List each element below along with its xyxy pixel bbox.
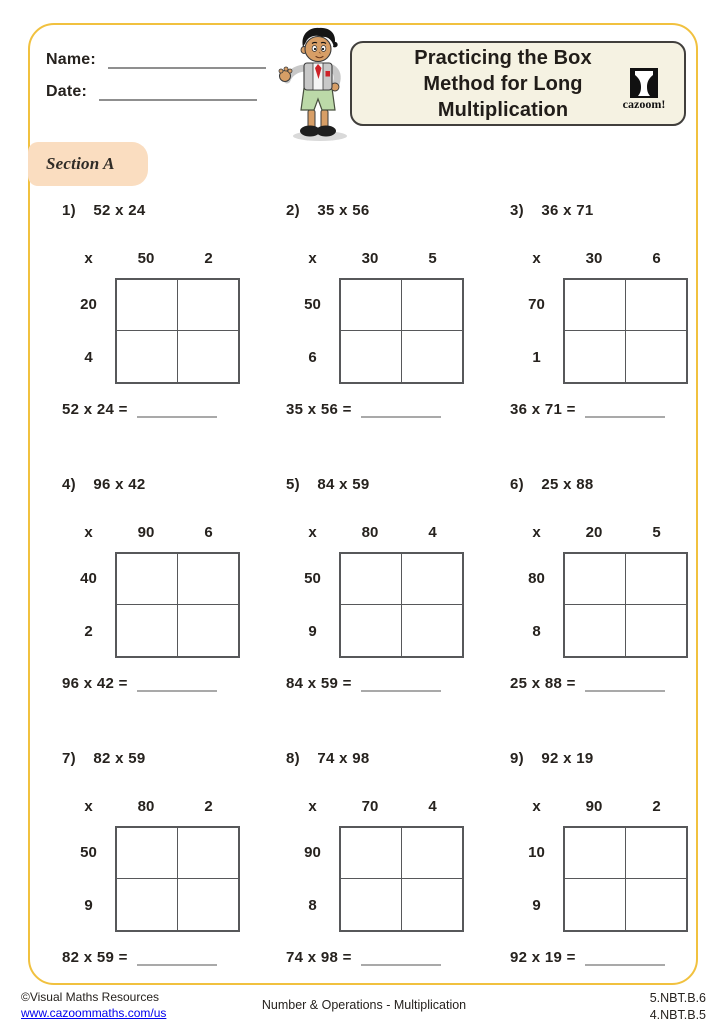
row-header-ones: 2 xyxy=(84,623,93,640)
row-header-tens: 70 xyxy=(528,296,545,313)
answer-blank[interactable] xyxy=(137,403,217,418)
box-cell[interactable] xyxy=(565,605,626,656)
problem-number: 4) xyxy=(62,476,76,493)
box-cell[interactable] xyxy=(117,605,178,656)
row-header-tens: 20 xyxy=(80,296,97,313)
box-cell[interactable] xyxy=(402,331,463,382)
box-method-table xyxy=(510,250,688,384)
box-cell[interactable] xyxy=(178,554,239,605)
box-method-table xyxy=(510,798,688,932)
answer-blank[interactable] xyxy=(361,403,441,418)
problem-expression: 96 x 42 xyxy=(93,476,146,493)
box-method-table xyxy=(62,250,240,384)
name-label: Name: xyxy=(46,51,96,68)
problem-heading xyxy=(510,202,688,220)
box-grid xyxy=(563,552,688,658)
row-header-tens: 10 xyxy=(528,844,545,861)
title-box xyxy=(350,41,686,126)
footer-category: Number & Operations - Multiplication xyxy=(261,998,467,1012)
problem-heading xyxy=(286,750,464,768)
box-cell[interactable] xyxy=(117,331,178,382)
multiply-symbol: x xyxy=(308,250,317,267)
problem-3 xyxy=(510,202,688,418)
row-header-ones: 8 xyxy=(532,623,541,640)
row-header-ones: 9 xyxy=(84,897,93,914)
box-grid xyxy=(563,826,688,932)
column-header-ones: 6 xyxy=(204,524,213,541)
column-header-ones: 4 xyxy=(428,798,437,815)
box-cell[interactable] xyxy=(178,879,239,930)
copyright-text: ©Visual Maths Resources xyxy=(21,990,160,1004)
problem-heading xyxy=(286,202,464,220)
problem-expression: 36 x 71 xyxy=(541,202,594,219)
standard-code: 4.NBT.B.5 xyxy=(649,1007,706,1022)
answer-blank[interactable] xyxy=(361,677,441,692)
box-cell[interactable] xyxy=(341,280,402,331)
problem-9 xyxy=(510,750,688,966)
problem-heading xyxy=(62,202,240,220)
row-header-ones: 1 xyxy=(532,349,541,366)
box-cell[interactable] xyxy=(178,828,239,879)
answer-blank[interactable] xyxy=(585,403,665,418)
box-method-table xyxy=(62,524,240,658)
column-header-ones: 4 xyxy=(428,524,437,541)
row-header-ones: 9 xyxy=(532,897,541,914)
box-grid xyxy=(115,552,240,658)
column-header-tens: 70 xyxy=(361,798,379,815)
cazoom-drum-icon xyxy=(630,68,658,98)
box-cell[interactable] xyxy=(626,280,687,331)
problem-heading xyxy=(286,476,464,494)
row-header-tens: 50 xyxy=(304,570,321,587)
problem-expression: 74 x 98 xyxy=(317,750,370,767)
row-header-tens: 90 xyxy=(304,844,321,861)
row-header-tens: 40 xyxy=(80,570,97,587)
box-cell[interactable] xyxy=(341,605,402,656)
problem-heading xyxy=(510,750,688,768)
problem-number: 9) xyxy=(510,750,524,767)
answer-row xyxy=(286,675,464,692)
box-grid xyxy=(115,278,240,384)
row-header-ones: 6 xyxy=(308,349,317,366)
box-grid xyxy=(115,826,240,932)
name-date-block xyxy=(46,45,266,109)
box-cell[interactable] xyxy=(626,879,687,930)
answer-blank[interactable] xyxy=(585,951,665,966)
box-cell[interactable] xyxy=(341,554,402,605)
page-footer xyxy=(0,988,728,1029)
name-blank-line[interactable] xyxy=(108,51,266,69)
box-grid xyxy=(563,278,688,384)
problem-6 xyxy=(510,476,688,692)
problem-number: 7) xyxy=(62,750,76,767)
column-header-ones: 2 xyxy=(204,250,213,267)
multiply-symbol: x xyxy=(532,524,541,541)
box-cell[interactable] xyxy=(117,280,178,331)
multiply-symbol: x xyxy=(84,524,93,541)
multiply-symbol: x xyxy=(532,250,541,267)
answer-blank[interactable] xyxy=(137,677,217,692)
answer-prefix: 82 x 59 = xyxy=(62,949,128,966)
box-cell[interactable] xyxy=(117,879,178,930)
standards-list xyxy=(650,990,706,1023)
row-header-tens: 50 xyxy=(80,844,97,861)
column-header-ones: 2 xyxy=(652,798,661,815)
answer-row xyxy=(62,675,240,692)
multiply-symbol: x xyxy=(84,250,93,267)
problem-expression: 82 x 59 xyxy=(93,750,146,767)
box-cell[interactable] xyxy=(626,828,687,879)
problem-heading xyxy=(62,476,240,494)
answer-prefix: 36 x 71 = xyxy=(510,401,576,418)
standard-code: 5.NBT.B.6 xyxy=(649,991,706,1005)
date-blank-line[interactable] xyxy=(99,83,257,101)
problem-number: 8) xyxy=(286,750,300,767)
answer-prefix: 35 x 56 = xyxy=(286,401,352,418)
box-cell[interactable] xyxy=(626,605,687,656)
box-method-table xyxy=(510,524,688,658)
box-cell[interactable] xyxy=(565,280,626,331)
box-cell[interactable] xyxy=(402,554,463,605)
multiply-symbol: x xyxy=(308,524,317,541)
box-method-table xyxy=(286,798,464,932)
footer-left xyxy=(21,990,166,1022)
cazoom-logo-text: cazoom! xyxy=(622,97,666,111)
problem-8 xyxy=(286,750,464,966)
problem-2 xyxy=(286,202,464,418)
problem-expression: 25 x 88 xyxy=(541,476,594,493)
row-header-tens: 50 xyxy=(304,296,321,313)
box-cell[interactable] xyxy=(341,828,402,879)
box-cell[interactable] xyxy=(565,554,626,605)
student-character-illustration xyxy=(270,26,362,144)
box-cell[interactable] xyxy=(626,554,687,605)
answer-row xyxy=(510,675,688,692)
answer-prefix: 74 x 98 = xyxy=(286,949,352,966)
answer-blank[interactable] xyxy=(137,951,217,966)
worksheet-frame xyxy=(28,23,698,985)
answer-prefix: 25 x 88 = xyxy=(510,675,576,692)
problem-1 xyxy=(62,202,240,418)
problem-5 xyxy=(286,476,464,692)
answer-prefix: 84 x 59 = xyxy=(286,675,352,692)
column-header-tens: 30 xyxy=(585,250,603,267)
answer-prefix: 96 x 42 = xyxy=(62,675,128,692)
section-label: Section A xyxy=(46,154,115,173)
problem-7 xyxy=(62,750,240,966)
column-header-tens: 20 xyxy=(585,524,603,541)
problem-expression: 35 x 56 xyxy=(317,202,370,219)
box-cell[interactable] xyxy=(341,879,402,930)
problem-heading xyxy=(510,476,688,494)
answer-blank[interactable] xyxy=(585,677,665,692)
problem-expression: 84 x 59 xyxy=(317,476,370,493)
box-cell[interactable] xyxy=(565,879,626,930)
multiply-symbol: x xyxy=(84,798,93,815)
answer-row xyxy=(62,401,240,418)
answer-row xyxy=(286,401,464,418)
column-header-tens: 90 xyxy=(137,524,155,541)
column-header-ones: 2 xyxy=(204,798,213,815)
column-header-tens: 90 xyxy=(585,798,603,815)
row-header-ones: 4 xyxy=(84,349,93,366)
problems-grid xyxy=(62,202,688,966)
box-cell[interactable] xyxy=(402,605,463,656)
box-grid xyxy=(339,278,464,384)
column-header-ones: 5 xyxy=(652,524,661,541)
answer-prefix: 92 x 19 = xyxy=(510,949,576,966)
column-header-tens: 80 xyxy=(361,524,379,541)
column-header-tens: 50 xyxy=(137,250,155,267)
box-method-table xyxy=(286,250,464,384)
box-cell[interactable] xyxy=(402,280,463,331)
problem-number: 6) xyxy=(510,476,524,493)
box-method-table xyxy=(62,798,240,932)
multiply-symbol: x xyxy=(532,798,541,815)
multiply-symbol: x xyxy=(308,798,317,815)
problem-number: 1) xyxy=(62,202,76,219)
box-cell[interactable] xyxy=(341,331,402,382)
box-cell[interactable] xyxy=(626,331,687,382)
column-header-ones: 6 xyxy=(652,250,661,267)
column-header-tens: 30 xyxy=(361,250,379,267)
column-header-tens: 80 xyxy=(137,798,155,815)
box-cell[interactable] xyxy=(178,280,239,331)
problem-expression: 52 x 24 xyxy=(93,202,146,219)
problem-4 xyxy=(62,476,240,692)
column-header-ones: 5 xyxy=(428,250,437,267)
name-field xyxy=(46,45,266,69)
box-cell[interactable] xyxy=(178,605,239,656)
box-cell[interactable] xyxy=(178,331,239,382)
box-cell[interactable] xyxy=(117,554,178,605)
answer-row xyxy=(62,949,240,966)
problem-heading xyxy=(62,750,240,768)
row-header-ones: 8 xyxy=(308,897,317,914)
row-header-ones: 9 xyxy=(308,623,317,640)
box-cell[interactable] xyxy=(565,331,626,382)
row-header-tens: 80 xyxy=(528,570,545,587)
problem-expression: 92 x 19 xyxy=(541,750,594,767)
box-method-table xyxy=(286,524,464,658)
box-cell[interactable] xyxy=(402,828,463,879)
website-link[interactable]: www.cazoommaths.com/us xyxy=(21,1005,167,1020)
problem-number: 3) xyxy=(510,202,524,219)
answer-row xyxy=(286,949,464,966)
cazoom-logo xyxy=(614,68,674,112)
answer-blank[interactable] xyxy=(361,951,441,966)
section-a-badge xyxy=(28,142,148,186)
answer-row xyxy=(510,401,688,418)
answer-row xyxy=(510,949,688,966)
box-grid xyxy=(339,826,464,932)
date-label: Date: xyxy=(46,83,88,100)
problem-number: 5) xyxy=(286,476,300,493)
box-cell[interactable] xyxy=(565,828,626,879)
answer-prefix: 52 x 24 = xyxy=(62,401,128,418)
box-grid xyxy=(339,552,464,658)
problem-number: 2) xyxy=(286,202,300,219)
date-field xyxy=(46,77,266,101)
worksheet-title: Practicing the Box Method for Long Multiplication xyxy=(414,46,592,121)
box-cell[interactable] xyxy=(117,828,178,879)
box-cell[interactable] xyxy=(402,879,463,930)
